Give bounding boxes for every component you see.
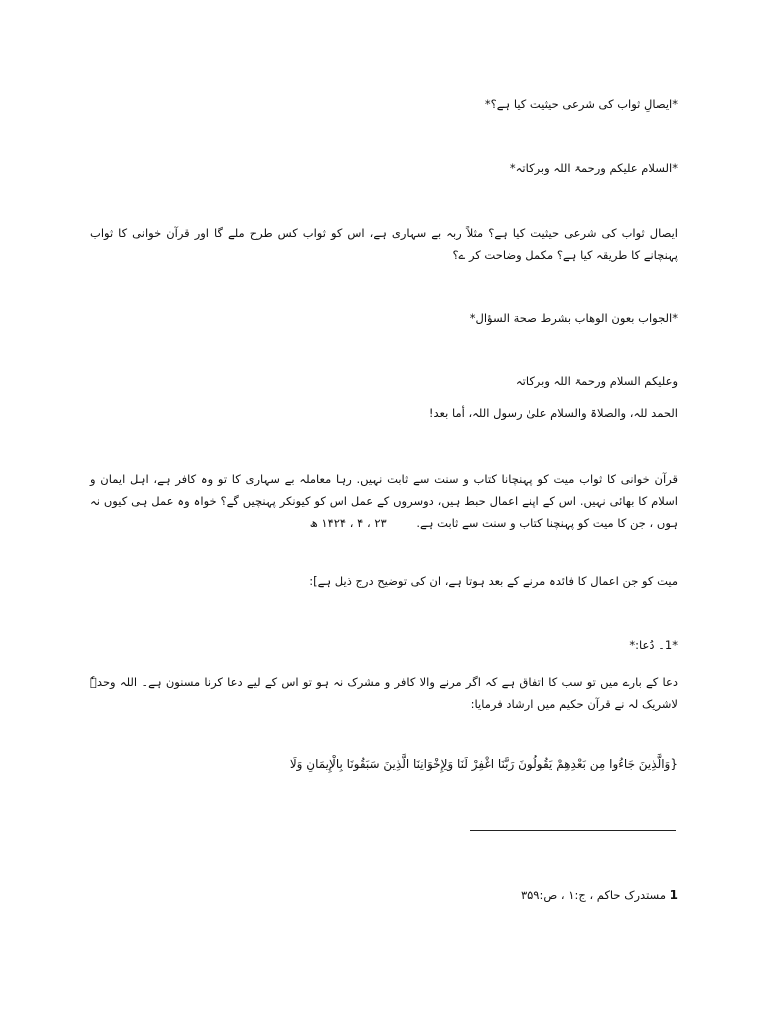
question-body: ایصال ثواب کی شرعی حیثیت کیا ہے؟ مثلاً ربہ بے سہاری ہے، اس کو ثواب کس طرح ملے گا اور قرآن خوانی کا ثواب پہنچانے کا طریقہ کیا ہے؟ مکمل وضاحت کر ے؟ (90, 226, 678, 262)
section-1-body: دعا کے بارے میں تو سب کا اتفاق ہے کہ اگر مرنے والا کافر و مشرک نہ ہو تو اس کے لیے دعا کرنا مسنون ہے۔ اللہ وحدہٗ لاشریک لہ نے قرآن حکیم میں ارشاد فرمایا: (90, 675, 678, 711)
footnote (90, 884, 678, 906)
quran-ayah: {وَالَّذِينَ جَاءُوا مِن بَعْدِهِمْ يَقُولُونَ رَبَّنَا اغْفِرْ لَنَا وَلِإِخْوَانِنَا الَّذِينَ سَبَقُونَا بِالْإِيمَانِ وَلَا (289, 757, 678, 771)
footnote-text: مستدرک حاکم ، ج:۱ ، ص:۳۵۹ (520, 888, 666, 902)
reply-salutation: وعلیکم السلام ورحمۃ اللہ وبرکاتہ (515, 374, 678, 388)
date-reference: ۲۳ ، ۴ ، ۱۴۲۴ ھ (309, 516, 387, 530)
answer-heading: *الجواب بعون الوهاب بشرط صحة السؤال* (469, 311, 678, 325)
footnote-separator (470, 830, 676, 831)
footnote-number: 1 (669, 888, 678, 902)
opening-line: الحمد للہ، والصلاۃ والسلام علیٰ رسول اللہ، أما بعد! (428, 406, 678, 420)
question-title: *ایصالِ ثواب کی شرعی حیثیت کیا ہے؟* (484, 97, 678, 111)
salutation: *السلام علیکم ورحمۃ اللہ وبرکاتہ* (509, 161, 678, 175)
paragraph-1-text: قرآن خوانی کا ثواب میت کو پہنچانا کتاب و سنت سے ثابت نہیں. رہا معاملہ بے سہاری کا تو وہ کافر ہے، اہل ایمان و اسلام کا بھائی نہیں. اس کے اپنے اعمال حبط ہیں، دوسروں کے عمل اس کو کیونکر پہنچیں گے؟ خواہ وہ عمل ہی کیوں نہ ہوں ، جن کا میت کو پہنچنا کتاب و سنت سے ثابت ہے. (90, 472, 678, 530)
paragraph-1 (90, 468, 678, 534)
benefits-intro: میت کو جن اعمال کا فائدہ مرنے کے بعد ہوتا ہے، ان کی توضیح درج ذیل ہے]: (309, 574, 678, 588)
section-1-heading: *1۔ دُعا:* (629, 638, 678, 652)
